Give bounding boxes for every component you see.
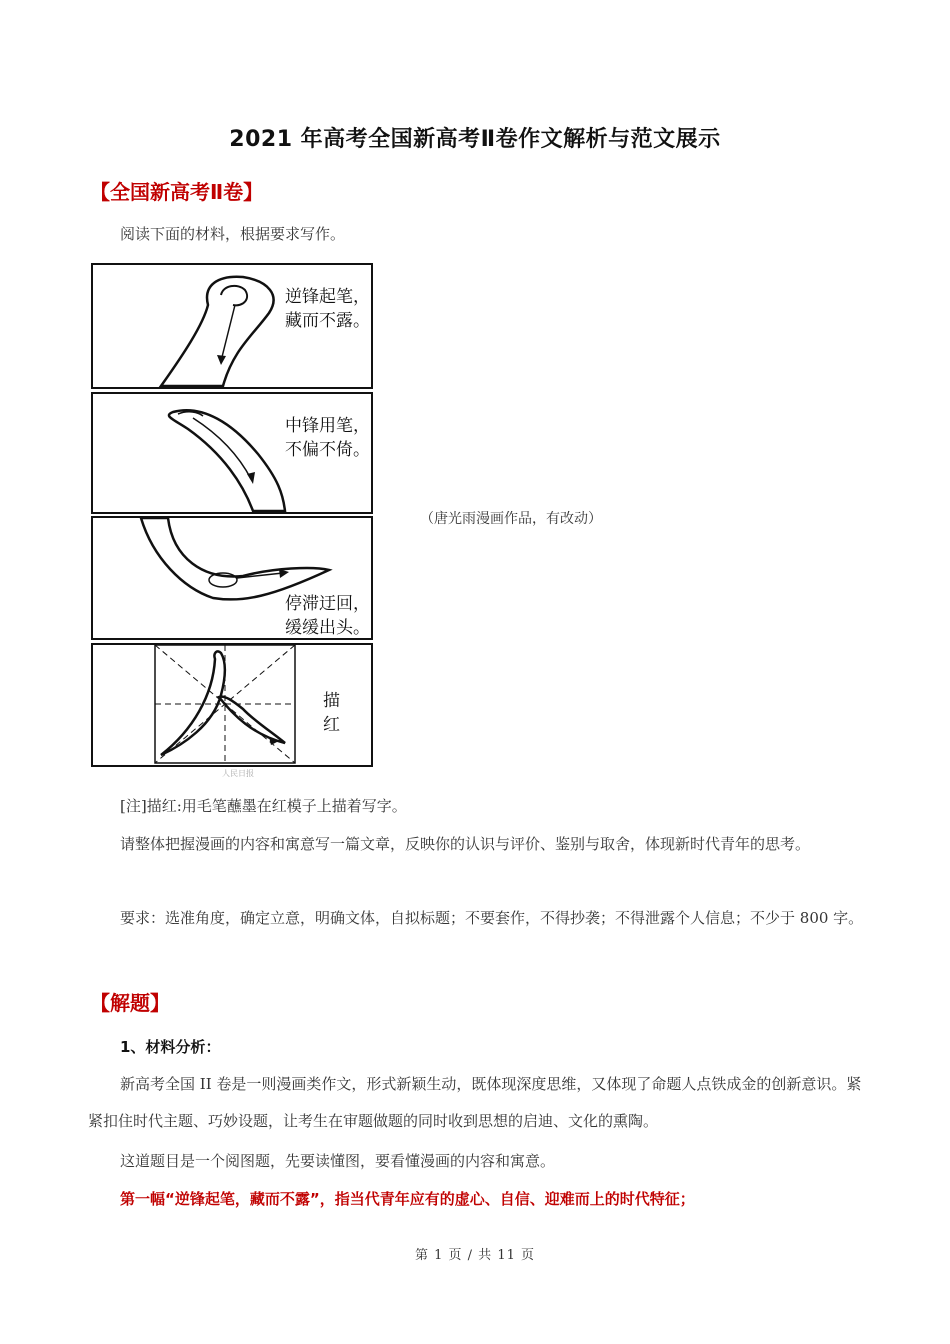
panel-3-line-2: 缓缓出头。: [285, 618, 370, 638]
comic-panel-4: [91, 643, 373, 767]
comic-caption: （唐光雨漫画作品，有改动）: [420, 511, 602, 527]
panel-1-line-1: 逆锋起笔，: [285, 287, 370, 307]
panel-4-line-1: 描: [323, 691, 340, 711]
section-heading-analysis: 【解题】: [90, 991, 170, 1015]
intro-text: 阅读下面的材料，根据要求写作。: [120, 225, 346, 243]
panel-3-line-1: 停滞迂回，: [285, 594, 370, 614]
panel-1-line-2: 藏而不露。: [285, 311, 370, 331]
requirement-text: 要求：选准角度，确定立意，明确文体，自拟标题；不要套作，不得抄袭；不得泄露个人信息；不少于 800 字。: [120, 909, 864, 927]
prompt-text: 请整体把握漫画的内容和寓意写一篇文章，反映你的认识与评价、鉴别与取舍，体现新时代青年的思考。: [120, 835, 811, 853]
highlight-first-panel: 第一幅“逆锋起笔，藏而不露”，指当代青年应有的虚心、自信、迎难而上的时代特征；: [120, 1190, 695, 1208]
watermark-text: 人民日报: [222, 769, 254, 778]
section-heading-exam: 【全国新高考Ⅱ卷】: [90, 180, 264, 204]
document-title: 2021 年高考全国新高考Ⅱ卷作文解析与范文展示: [229, 127, 721, 152]
analysis-paragraph-2: 这道题目是一个阅图题，先要读懂图，要看懂漫画的内容和寓意。: [120, 1152, 556, 1170]
panel-2-line-1: 中锋用笔，: [285, 416, 370, 436]
page-footer: 第 1 页 / 共 11 页: [415, 1248, 535, 1263]
analysis-paragraph-1: 新高考全国 II 卷是一则漫画类作文，形式新颖生动，既体现深度思维，又体现了命题人点铁成金的创新意识。紧紧扣住时代主题、巧妙设题，让考生在审题做题的同时收到思想的启迪、文化的熏陶。: [88, 1075, 862, 1130]
panel-4-line-2: 红: [323, 715, 340, 735]
comic-panel-2: [91, 392, 373, 514]
subheading-material-analysis: 1、材料分析：: [120, 1038, 221, 1056]
panel-2-line-2: 不偏不倚。: [285, 440, 370, 460]
note-text: [注]描红:用毛笔蘸墨在红模子上描着写字。: [120, 797, 407, 815]
comic-panel-1: [91, 263, 373, 389]
comic-panel-3: [91, 516, 373, 640]
